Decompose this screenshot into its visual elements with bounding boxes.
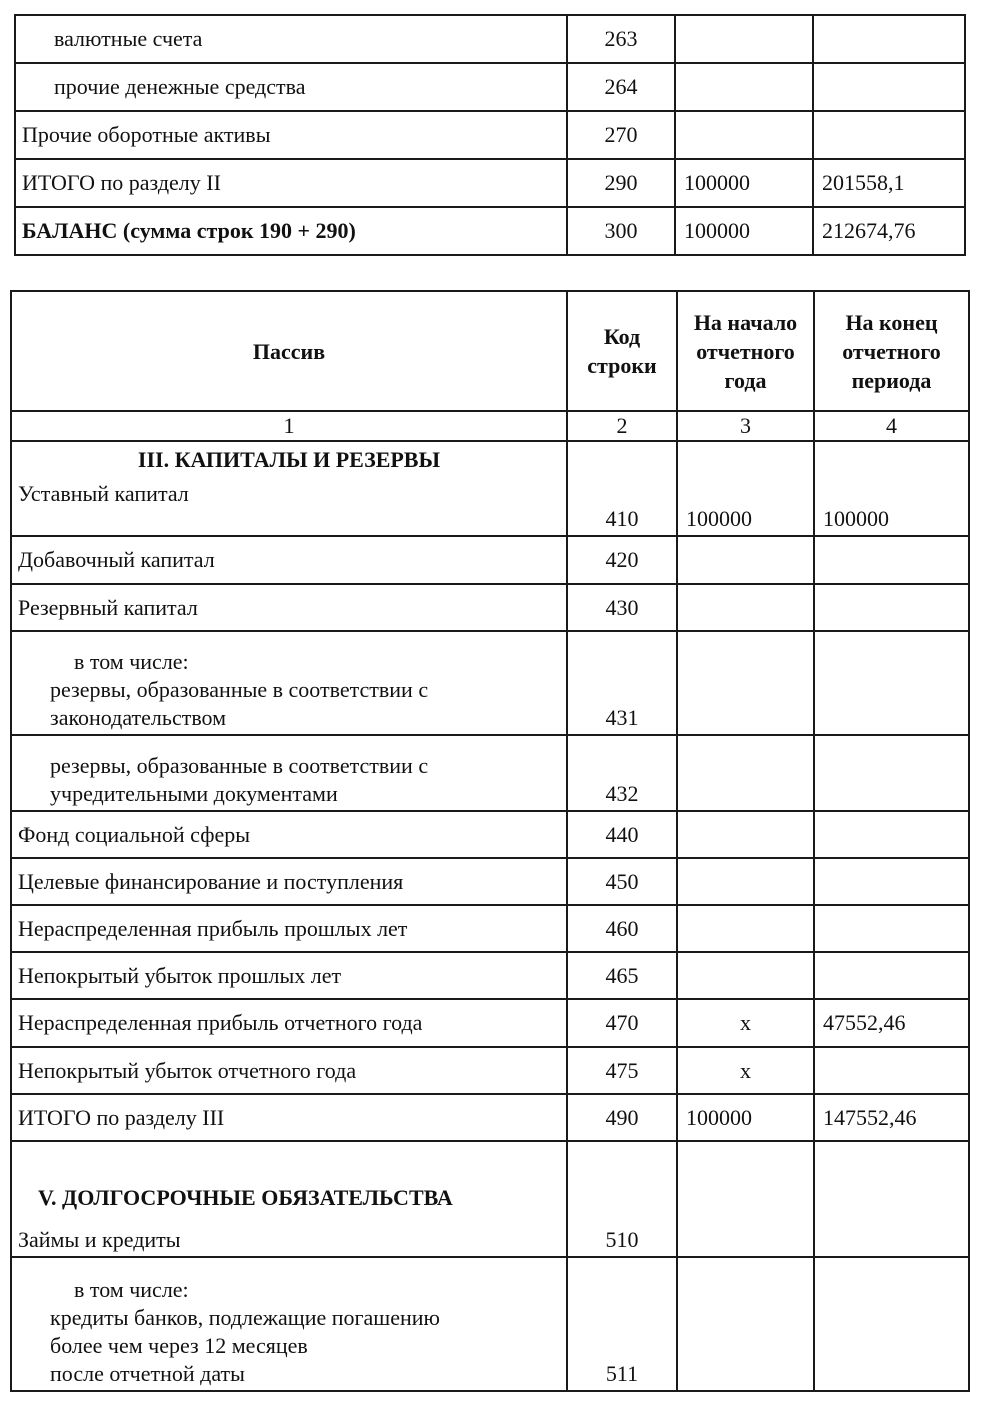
including-label: в том числе: <box>74 649 189 674</box>
row-end-value: 100000 <box>814 441 969 536</box>
row-start-value <box>677 631 814 735</box>
row-name-cell <box>11 1141 567 1257</box>
row-start-value <box>677 735 814 811</box>
row-name: Нераспределенная прибыль прошлых лет <box>11 905 567 952</box>
row-end-value <box>814 536 969 584</box>
row-end-value: 212674,76 <box>813 207 965 255</box>
table-row <box>11 735 969 811</box>
row-start-value <box>677 858 814 905</box>
row-name: Добавочный капитал <box>11 536 567 584</box>
col-index: 2 <box>567 411 677 441</box>
row-code: 490 <box>567 1094 677 1141</box>
table-row <box>11 1141 969 1257</box>
row-name: прочие денежные средства <box>15 63 567 111</box>
row-end-value: 47552,46 <box>814 999 969 1047</box>
col-index: 1 <box>11 411 567 441</box>
row-end-value <box>814 1257 969 1391</box>
row-name-line2: законодательством <box>50 705 227 730</box>
row-start-value: 100000 <box>675 207 813 255</box>
row-end-value <box>814 735 969 811</box>
row-start-value <box>677 1257 814 1391</box>
row-code: 290 <box>567 159 675 207</box>
row-name: Уставный капитал <box>18 481 189 506</box>
row-name: Займы и кредиты <box>18 1227 181 1252</box>
table-row <box>11 536 969 584</box>
row-start-value: 100000 <box>677 441 814 536</box>
row-name: Непокрытый убыток прошлых лет <box>11 952 567 999</box>
table-row <box>11 858 969 905</box>
table-row <box>15 63 965 111</box>
table-row <box>11 1257 969 1391</box>
row-code: 431 <box>567 631 677 735</box>
row-name: Прочие оборотные активы <box>15 111 567 159</box>
header-code: Код строки <box>567 291 677 411</box>
row-code: 300 <box>567 207 675 255</box>
col-index: 4 <box>814 411 969 441</box>
row-end-value <box>814 584 969 631</box>
row-start-value <box>675 111 813 159</box>
row-end-value <box>814 1047 969 1094</box>
assets-table-continuation <box>14 14 966 256</box>
col-index: 3 <box>677 411 814 441</box>
row-start-value <box>677 905 814 952</box>
row-name: Фонд социальной сферы <box>11 811 567 858</box>
row-end-value <box>813 111 965 159</box>
row-start-value <box>675 15 813 63</box>
table-row <box>11 952 969 999</box>
row-name-cell <box>11 631 567 735</box>
table-row-total <box>15 207 965 255</box>
section-title: III. КАПИТАЛЫ И РЕЗЕРВЫ <box>137 447 441 472</box>
header-end: На конец отчетного периода <box>814 291 969 411</box>
table-row <box>15 159 965 207</box>
row-code: 263 <box>567 15 675 63</box>
row-code: 440 <box>567 811 677 858</box>
row-start-value: 100000 <box>675 159 813 207</box>
row-name: ИТОГО по разделу II <box>15 159 567 207</box>
row-end-value: 147552,46 <box>814 1094 969 1141</box>
row-name-line2: учредительными документами <box>50 781 338 806</box>
table-row <box>11 631 969 735</box>
row-end-value <box>813 15 965 63</box>
row-end-value <box>814 952 969 999</box>
column-index-row <box>11 411 969 441</box>
row-code: 475 <box>567 1047 677 1094</box>
row-code: 264 <box>567 63 675 111</box>
including-label: в том числе: <box>74 1277 189 1302</box>
liabilities-table <box>10 290 970 1392</box>
table-row <box>11 441 969 536</box>
header-name: Пассив <box>11 291 567 411</box>
row-end-value <box>814 1141 969 1257</box>
table-row <box>11 1047 969 1094</box>
table-row <box>11 999 969 1047</box>
row-code: 430 <box>567 584 677 631</box>
table-row <box>11 905 969 952</box>
row-code: 510 <box>567 1141 677 1257</box>
row-name-cell <box>11 1257 567 1391</box>
table-row <box>15 15 965 63</box>
header-start: На начало отчетного года <box>677 291 814 411</box>
row-name-cell <box>11 441 567 536</box>
row-start-value <box>677 952 814 999</box>
row-end-value <box>814 811 969 858</box>
row-end-value <box>814 858 969 905</box>
row-name: Целевые финансирование и поступления <box>11 858 567 905</box>
row-name: БАЛАНС (сумма строк 190 + 290) <box>15 207 567 255</box>
row-start-value <box>677 1141 814 1257</box>
row-name-line3: после отчетной даты <box>50 1361 245 1386</box>
row-name-line1: кредиты банков, подлежащие погашению <box>50 1305 440 1330</box>
row-code: 432 <box>567 735 677 811</box>
row-start-value <box>677 811 814 858</box>
row-name-line1: резервы, образованные в соответствии с <box>50 753 429 778</box>
row-end-value <box>814 631 969 735</box>
row-end-value <box>814 905 969 952</box>
row-name: Нераспределенная прибыль отчетного года <box>11 999 567 1047</box>
table-row <box>11 811 969 858</box>
row-code: 420 <box>567 536 677 584</box>
row-name: ИТОГО по разделу III <box>11 1094 567 1141</box>
row-code: 470 <box>567 999 677 1047</box>
row-code: 270 <box>567 111 675 159</box>
row-name: Непокрытый убыток отчетного года <box>11 1047 567 1094</box>
row-end-value: 201558,1 <box>813 159 965 207</box>
row-code: 450 <box>567 858 677 905</box>
row-start-value <box>677 584 814 631</box>
table-row-total <box>11 1094 969 1141</box>
row-start-value: 100000 <box>677 1094 814 1141</box>
section-title: V. ДОЛГОСРОЧНЫЕ ОБЯЗАТЕЛЬСТВА <box>38 1185 453 1210</box>
row-name-cell <box>11 735 567 811</box>
row-code: 511 <box>567 1257 677 1391</box>
row-name: Резервный капитал <box>11 584 567 631</box>
row-name-line1: резервы, образованные в соответствии с <box>50 677 429 702</box>
row-start-value <box>677 536 814 584</box>
row-start-value <box>675 63 813 111</box>
header-row <box>11 291 969 411</box>
row-start-value: x <box>677 999 814 1047</box>
row-name-line2: более чем через 12 месяцев <box>50 1333 308 1358</box>
table-row <box>15 111 965 159</box>
row-code: 460 <box>567 905 677 952</box>
row-start-value: x <box>677 1047 814 1094</box>
table-row <box>11 584 969 631</box>
row-code: 465 <box>567 952 677 999</box>
row-end-value <box>813 63 965 111</box>
row-code: 410 <box>567 441 677 536</box>
row-name: валютные счета <box>15 15 567 63</box>
